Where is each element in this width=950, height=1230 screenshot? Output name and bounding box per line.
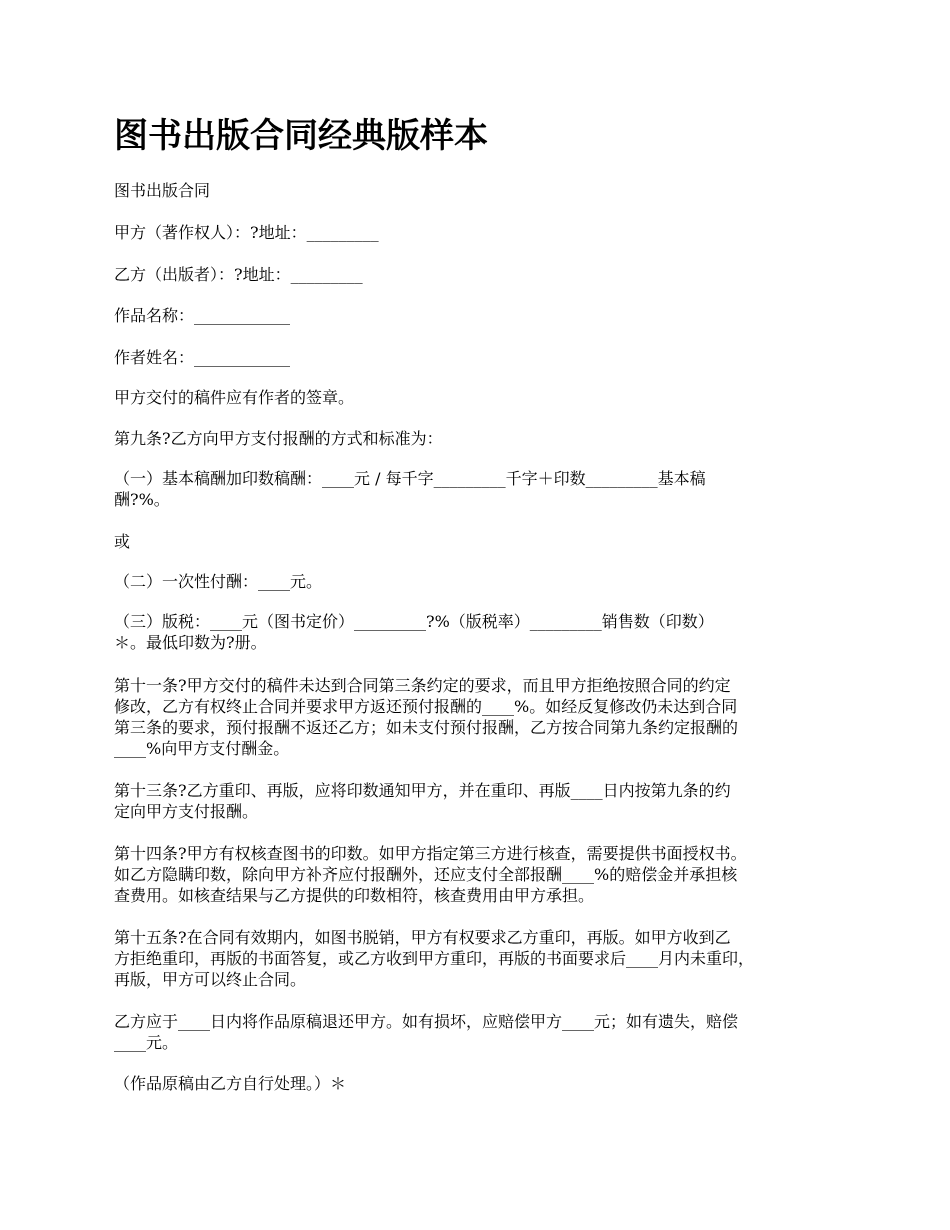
contract-heading: 图书出版合同	[114, 181, 211, 200]
article-15-clause: 第十五条?在合同有效期内，如图书脱销，甲方有权要求乙方重印，再版。如甲方收到乙 方拒绝重印，再版的书面答复，或乙方收到甲方重印，再版的书面要求后____月内未重印， 再版，甲方可以终止合同。	[114, 928, 755, 989]
payment-option-1: （一）基本稿酬加印数稿酬：____元 / 每千字_________千字＋印数_________基本稿 酬?%。	[114, 469, 706, 509]
manuscript-signature-clause: 甲方交付的稿件应有作者的签章。	[114, 388, 355, 407]
payment-option-2: （二）一次性付酬：____元。	[114, 572, 323, 591]
article-11-clause: 第十一条?甲方交付的稿件未达到合同第三条约定的要求，而且甲方拒绝按照合同的约定 修改，乙方有权终止合同并要求甲方返还预付报酬的____%。如经反复修改仍未达到合同 第三条的要求，预付报酬不返还乙方；如未支付预付报酬，乙方按合同第九条约定报酬的 ____%向甲方支付酬金。	[114, 676, 739, 758]
document-title: 图书出版合同经典版样本	[114, 116, 488, 156]
article-9-clause: 第九条?乙方向甲方支付报酬的方式和标准为：	[114, 429, 443, 448]
payment-option-3: （三）版税：____元（图书定价）_________?%（版税率）_________销售数（印数） ＊。最低印数为?册。	[114, 612, 714, 652]
party-b-line: 乙方（出版者）：?地址：_________	[114, 265, 363, 284]
author-name-line: 作者姓名：____________	[114, 348, 291, 367]
or-separator: 或	[114, 532, 131, 551]
manuscript-return-clause: 乙方应于____日内将作品原稿退还甲方。如有损坏，应赔偿甲方____元；如有遗失，赔偿 ____元。	[114, 1012, 739, 1052]
manuscript-handling-note: （作品原稿由乙方自行处理。）＊	[114, 1074, 347, 1093]
article-13-clause: 第十三条?乙方重印、再版，应将印数通知甲方，并在重印、再版____日内按第九条的约 定向甲方支付报酬。	[114, 781, 731, 821]
article-14-clause: 第十四条?甲方有权核查图书的印数。如甲方指定第三方进行核查，需要提供书面授权书。 如乙方隐瞒印数，除向甲方补齐应付报酬外，还应支付全部报酬____%的赔偿金并承担核 查费用。如核查结果与乙方提供的印数相符，核查费用由甲方承担。	[114, 844, 747, 905]
party-a-line: 甲方（著作权人）：?地址：_________	[114, 223, 379, 242]
work-title-line: 作品名称：____________	[114, 306, 291, 325]
